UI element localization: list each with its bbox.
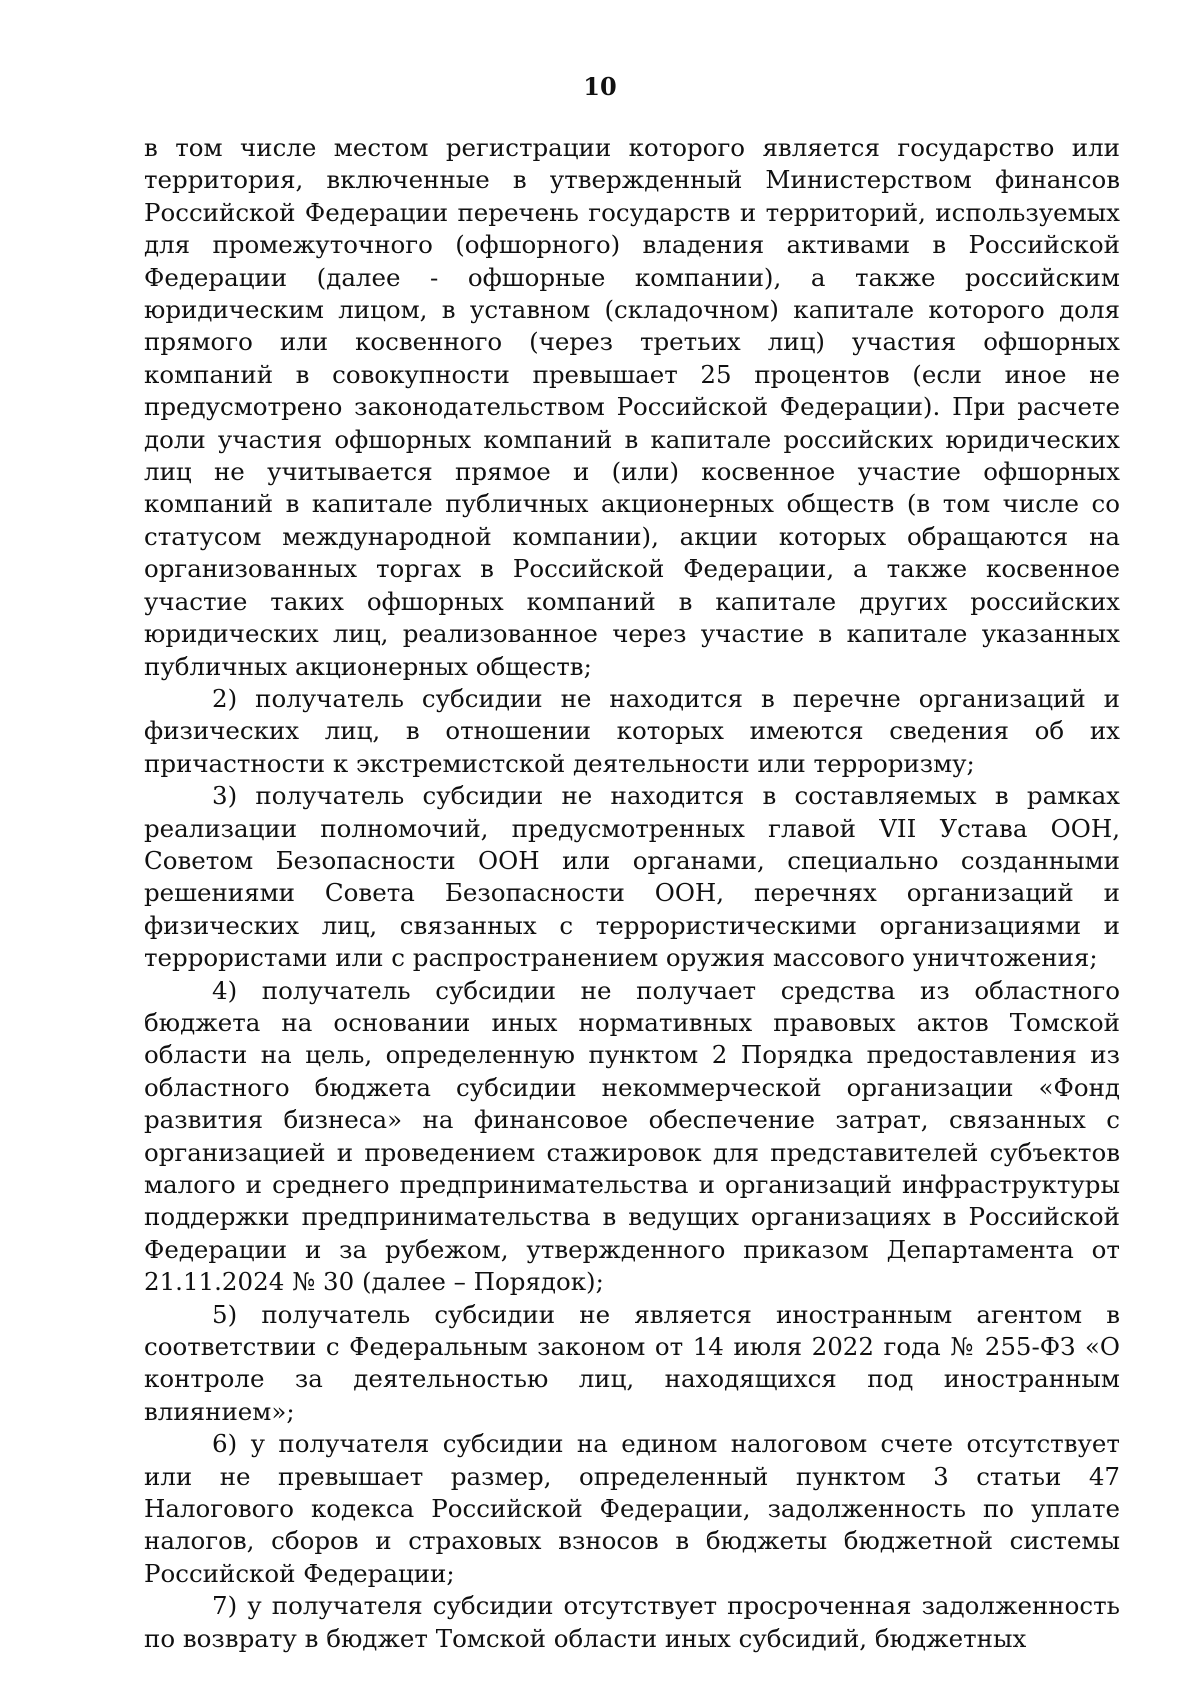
paragraph-item-3: 3) получатель субсидии не находится в составляемых в рамках реализации полномочий, предусмотренных главой VII Устава ООН, Советом Безопасности ООН или органами, специально созданными решениями Совета Безопасности ООН, перечнях организаций и физических лиц, связанных с террористическими организациями и террористами или с распространением оружия массового уничтожения; [144, 781, 1120, 973]
paragraph-continuation: в том числе местом регистрации которого является государство или территория, включенные в утвержденный Министерством финансов Российской Федерации перечень государств и территорий, используемых для промежуточного (офшорного) владения активами в Российской Федерации (далее - офшорные компании), а также российским юридическим лицом, в уставном (складочном) капитале которого доля прямого или косвенного (через третьих лиц) участия офшорных компаний в совокупности превышает 25 процентов (если иное не предусмотрено законодательством Российской Федерации). При расчете доли участия офшорных компаний в капитале российских юридических лиц не учитывается прямое и (или) косвенное участие офшорных компаний в капитале публичных акционерных обществ (в том числе со статусом международной компании), акции которых обращаются на организованных торгах в Российской Федерации, а также косвенное участие таких офшорных компаний в капитале других российских юридических лиц, реализованное через участие в капитале указанных публичных акционерных обществ; [144, 133, 1120, 681]
paragraph-item-5: 5) получатель субсидии не является иностранным агентом в соответствии с Федеральным законом от 14 июля 2022 года № 255-ФЗ «О контроле за деятельностью лиц, находящихся под иностранным влиянием»; [144, 1299, 1120, 1426]
page-number: 10 [583, 72, 617, 101]
document-body [144, 132, 1120, 1655]
paragraph-item-4: 4) получатель субсидии не получает средства из областного бюджета на основании иных нормативных правовых актов Томской области на цель, определенную пунктом 2 Порядка предоставления из областного бюджета субсидии некоммерческой организации «Фонд развития бизнеса» на финансовое обеспечение затрат, связанных с организацией и проведением стажировок для представителей субъектов малого и среднего предпринимательства и организаций инфраструктуры поддержки предпринимательства в ведущих организациях в Российской Федерации и за рубежом, утвержденного приказом Департамента от 21.11.2024 № 30 (далее – Порядок); [144, 975, 1120, 1297]
paragraph-item-2: 2) получатель субсидии не находится в перечне организаций и физических лиц, в отношении которых имеются сведения об их причастности к экстремистской деятельности или терроризму; [144, 683, 1120, 778]
paragraph-item-6: 6) у получателя субсидии на едином налоговом счете отсутствует или не превышает размер, определенный пунктом 3 статьи 47 Налогового кодекса Российской Федерации, задолженность по уплате налогов, сборов и страховых взносов в бюджеты бюджетной системы Российской Федерации; [144, 1429, 1120, 1588]
paragraph-item-7: 7) у получателя субсидии отсутствует просроченная задолженность по возврату в бюджет Томской области иных субсидий, бюджетных [144, 1591, 1120, 1653]
